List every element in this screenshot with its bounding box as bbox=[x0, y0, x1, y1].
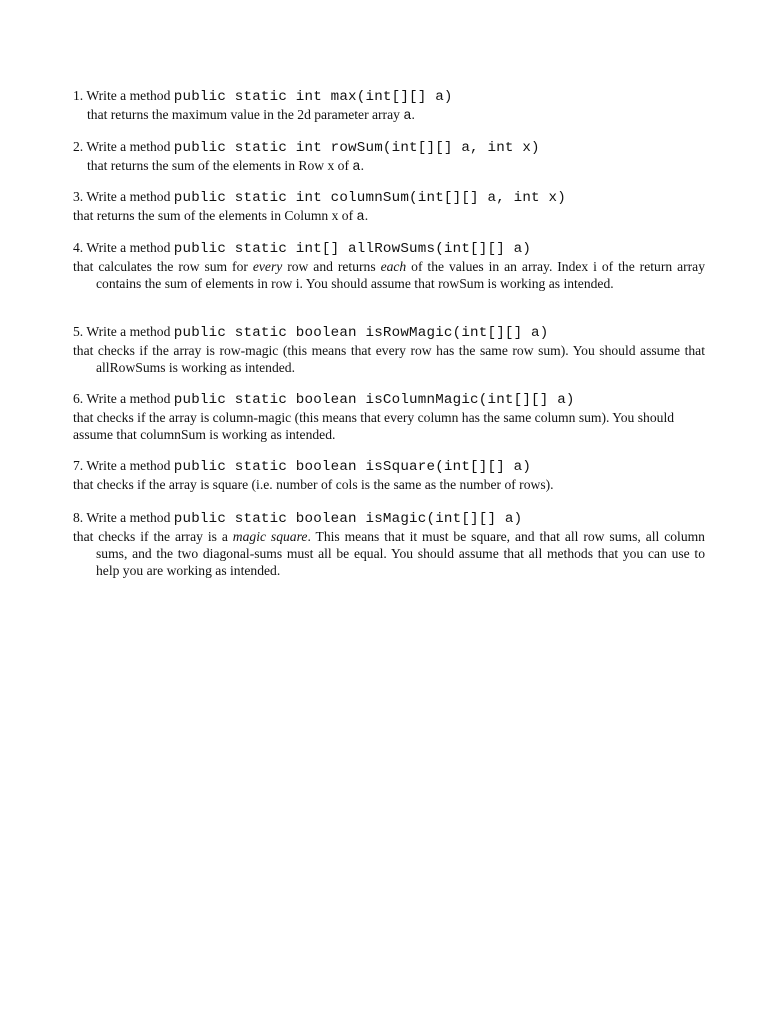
description-text: that returns the sum of the elements in Column x of bbox=[73, 208, 357, 223]
question-8 bbox=[73, 509, 705, 579]
question-description bbox=[73, 258, 705, 292]
question-lead: Write a method bbox=[86, 88, 171, 103]
question-heading bbox=[73, 457, 705, 476]
question-description: that checks if the array is row-magic (this means that every row has the same row sum). You should assume that allRowSums is working as intended. bbox=[73, 343, 705, 375]
question-description: that checks if the array is square (i.e. number of cols is the same as the number of rows). bbox=[73, 477, 554, 492]
method-signature: public static int max(int[][] a) bbox=[173, 89, 453, 105]
question-lead: Write a method bbox=[86, 391, 171, 406]
question-5 bbox=[73, 323, 705, 376]
inline-code: a bbox=[356, 210, 365, 225]
description-text: that calculates the row sum for bbox=[73, 259, 253, 274]
question-lead: Write a method bbox=[86, 139, 171, 154]
question-lead: Write a method bbox=[86, 189, 171, 204]
question-lead: Write a method bbox=[86, 510, 171, 525]
question-heading bbox=[73, 87, 705, 106]
method-signature: public static boolean isSquare(int[][] a) bbox=[173, 459, 532, 475]
question-heading bbox=[73, 239, 705, 258]
description-text: that returns the sum of the elements in Row x of bbox=[87, 158, 353, 173]
question-number: 5. bbox=[73, 324, 84, 339]
description-text: that returns the maximum value in the 2d parameter array bbox=[87, 107, 404, 122]
question-2 bbox=[73, 138, 705, 176]
question-heading bbox=[73, 138, 705, 157]
question-heading bbox=[73, 390, 705, 409]
emphasis-text: magic square bbox=[232, 529, 308, 544]
question-lead: Write a method bbox=[86, 458, 171, 473]
question-lead: Write a method bbox=[86, 240, 171, 255]
question-1 bbox=[73, 87, 705, 125]
description-text: . bbox=[411, 107, 415, 122]
emphasis-text: every bbox=[252, 259, 283, 274]
question-heading bbox=[73, 188, 705, 207]
question-7 bbox=[73, 457, 705, 493]
description-text: . This means that it must be square, and that all row sums, all column sums, and the two diagonal-sums must all be equal. You should assume that all methods that you can use to help you are working as intended. bbox=[96, 529, 705, 578]
question-description: that checks if the array is column-magic (this means that every column has the same column sum). You should assume that columnSum is working as intended. bbox=[73, 410, 675, 442]
question-description bbox=[73, 528, 705, 579]
question-heading bbox=[73, 509, 705, 528]
description-text: . bbox=[360, 158, 364, 173]
method-signature: public static int[] allRowSums(int[][] a) bbox=[173, 241, 532, 257]
question-number: 3. bbox=[73, 189, 84, 204]
method-signature: public static boolean isMagic(int[][] a) bbox=[173, 511, 523, 527]
inline-code: a bbox=[352, 160, 361, 175]
question-3 bbox=[73, 188, 705, 226]
method-signature: public static boolean isRowMagic(int[][] a) bbox=[173, 325, 549, 341]
question-number: 2. bbox=[73, 139, 84, 154]
method-signature: public static int rowSum(int[][] a, int x) bbox=[173, 140, 540, 156]
method-signature: public static boolean isColumnMagic(int[][] a) bbox=[173, 392, 575, 408]
question-number: 1. bbox=[73, 88, 84, 103]
question-description bbox=[73, 157, 705, 176]
question-heading bbox=[73, 323, 705, 342]
description-text: of the values in an array. Index i of the return array contains the sum of elements in row i. You should assume that rowSum is working as intended. bbox=[96, 259, 705, 291]
question-number: 4. bbox=[73, 240, 84, 255]
question-number: 6. bbox=[73, 391, 84, 406]
description-text: . bbox=[364, 208, 369, 223]
question-lead: Write a method bbox=[86, 324, 171, 339]
description-text: row and returns bbox=[282, 259, 381, 274]
emphasis-text: each bbox=[380, 259, 407, 274]
question-description bbox=[73, 207, 705, 226]
question-number: 8. bbox=[73, 510, 84, 525]
question-description bbox=[73, 106, 705, 125]
inline-code: a bbox=[403, 109, 412, 124]
question-number: 7. bbox=[73, 458, 84, 473]
question-6 bbox=[73, 390, 705, 443]
method-signature: public static int columnSum(int[][] a, int x) bbox=[173, 190, 566, 206]
description-text: that checks if the array is a bbox=[73, 529, 233, 544]
question-4 bbox=[73, 239, 705, 292]
